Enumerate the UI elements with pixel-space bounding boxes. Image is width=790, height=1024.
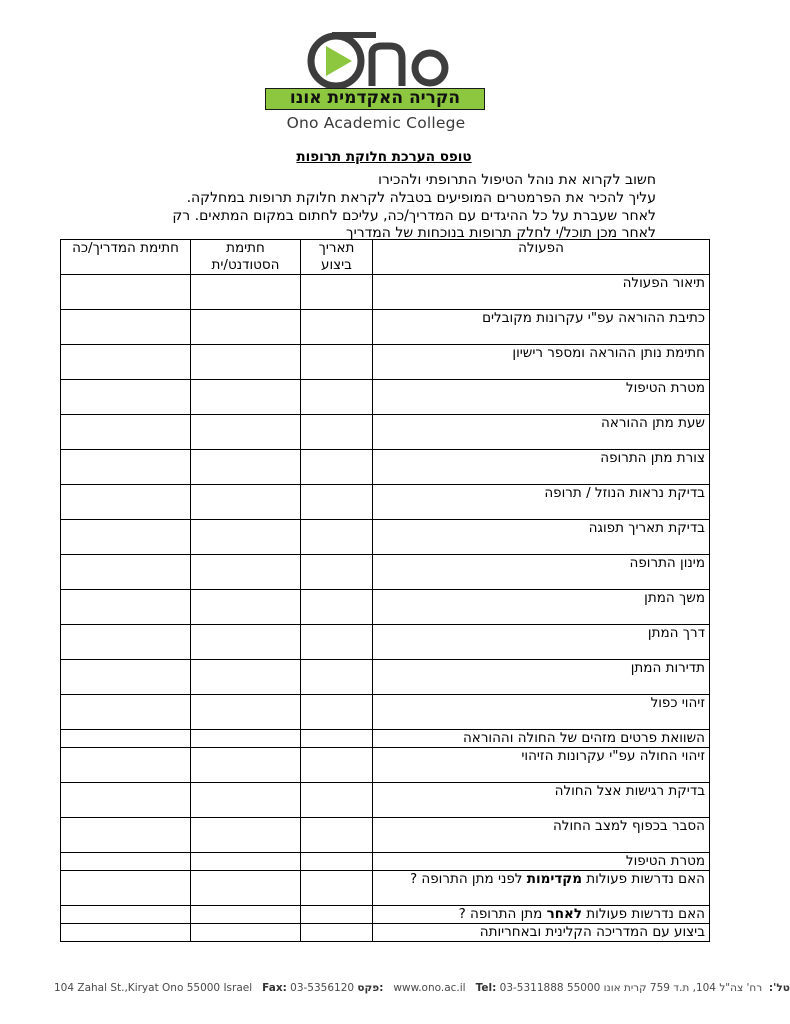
student-signature-cell[interactable] xyxy=(191,748,301,783)
row-action-label: השוואת פרטים מזהים של החולה וההוראה xyxy=(373,730,710,748)
table-row xyxy=(61,485,710,520)
date-cell[interactable] xyxy=(301,450,373,485)
header-instructor-signature: חתימת המדריך/כה xyxy=(61,240,191,275)
date-cell[interactable] xyxy=(301,415,373,450)
instructor-signature-cell[interactable] xyxy=(61,748,191,783)
row-action-label: כתיבת ההוראה עפ"י עקרונות מקובלים xyxy=(373,310,710,345)
college-logo xyxy=(258,24,494,136)
date-cell[interactable] xyxy=(301,871,373,906)
date-cell[interactable] xyxy=(301,380,373,415)
table-row xyxy=(61,625,710,660)
instructor-signature-cell[interactable] xyxy=(61,415,191,450)
student-signature-cell[interactable] xyxy=(191,695,301,730)
row-action-label: הסבר בכפוף למצב החולה xyxy=(373,818,710,853)
row-action-label: חתימת נותן ההוראה ומספר רישיון xyxy=(373,345,710,380)
row-action-label-pre: האם נדרשות פעולות מקדימות לפני מתן התרופה ? xyxy=(373,871,710,906)
intro-line-2: עליך להכיר את הפרמטרים המופיעים בטבלה לקראת חלוקת תרופות במחלקה. xyxy=(186,190,656,206)
logo-hebrew-name: הקריה האקדמית אונו xyxy=(265,88,485,110)
instructor-signature-cell[interactable] xyxy=(61,590,191,625)
header-date: תאריך ביצוע xyxy=(301,240,373,275)
table-row xyxy=(61,450,710,485)
table-row xyxy=(61,853,710,871)
date-cell[interactable] xyxy=(301,783,373,818)
header-student-signature: חתימת הסטודנט/ית xyxy=(191,240,301,275)
evaluation-table xyxy=(60,239,710,942)
date-cell[interactable] xyxy=(301,748,373,783)
student-signature-cell[interactable] xyxy=(191,871,301,906)
page-footer xyxy=(54,982,790,994)
instructor-signature-cell[interactable] xyxy=(61,853,191,871)
student-signature-cell[interactable] xyxy=(191,853,301,871)
table-row xyxy=(61,695,710,730)
date-cell[interactable] xyxy=(301,625,373,660)
student-signature-cell[interactable] xyxy=(191,345,301,380)
table-row xyxy=(61,590,710,625)
date-cell[interactable] xyxy=(301,345,373,380)
table-row xyxy=(61,275,710,310)
footer-tel-label: Tel: xyxy=(475,982,497,994)
student-signature-cell[interactable] xyxy=(191,450,301,485)
table-header-row xyxy=(61,240,710,275)
row-action-label: משך המתן xyxy=(373,590,710,625)
student-signature-cell[interactable] xyxy=(191,380,301,415)
instructor-signature-cell[interactable] xyxy=(61,871,191,906)
date-cell[interactable] xyxy=(301,906,373,924)
row-action-label: זיהוי כפול xyxy=(373,695,710,730)
student-signature-cell[interactable] xyxy=(191,906,301,924)
date-cell[interactable] xyxy=(301,555,373,590)
row-action-label: בדיקת תאריך תפוגה xyxy=(373,520,710,555)
row-action-label: שעת מתן ההוראה xyxy=(373,415,710,450)
footer-fax: 03-5356120 xyxy=(290,982,355,994)
date-cell[interactable] xyxy=(301,818,373,853)
row-action-label: מטרת הטיפול xyxy=(373,853,710,871)
student-signature-cell[interactable] xyxy=(191,275,301,310)
intro-line-3: לאחר שעברת על כל ההיגדים עם המדריך/כה, עליכם לחתום במקום המתאים. רק xyxy=(172,208,656,224)
table-row xyxy=(61,818,710,853)
instructor-signature-cell[interactable] xyxy=(61,924,191,942)
table-row xyxy=(61,310,710,345)
instructor-signature-cell[interactable] xyxy=(61,380,191,415)
logo-english-name: Ono Academic College xyxy=(286,114,466,132)
row-action-label-post: האם נדרשות פעולות לאחר מתן התרופה ? xyxy=(373,906,710,924)
footer-tel-heb: טל': xyxy=(768,982,790,994)
row-action-label: תיאור הפעולה xyxy=(373,275,710,310)
table-row xyxy=(61,380,710,415)
instructor-signature-cell[interactable] xyxy=(61,345,191,380)
student-signature-cell[interactable] xyxy=(191,924,301,942)
date-cell[interactable] xyxy=(301,520,373,555)
date-cell[interactable] xyxy=(301,485,373,520)
instructor-signature-cell[interactable] xyxy=(61,783,191,818)
table-row xyxy=(61,555,710,590)
footer-hebrew-address: רח' צה"ל 104, ת.ד 759 קרית אונו 55000 xyxy=(566,982,763,994)
header-action: הפעולה xyxy=(373,240,710,275)
student-signature-cell[interactable] xyxy=(191,520,301,555)
footer-website[interactable]: www.ono.ac.il xyxy=(393,982,466,994)
date-cell[interactable] xyxy=(301,310,373,345)
row-action-label: תדירות המתן xyxy=(373,660,710,695)
intro-line-4: לאחר מכן תוכל/י לחלק תרופות בנוכחות של המדריך xyxy=(346,225,656,241)
date-cell[interactable] xyxy=(301,590,373,625)
instructor-signature-cell[interactable] xyxy=(61,906,191,924)
intro-line-1: חשוב לקרוא את נוהל הטיפול התרופתי ולהכירו xyxy=(378,172,656,188)
instructor-signature-cell[interactable] xyxy=(61,625,191,660)
date-cell[interactable] xyxy=(301,695,373,730)
student-signature-cell[interactable] xyxy=(191,310,301,345)
table-row xyxy=(61,520,710,555)
footer-address: 104 Zahal St.,Kiryat Ono 55000 Israel xyxy=(54,982,253,994)
date-cell[interactable] xyxy=(301,660,373,695)
table-row xyxy=(61,415,710,450)
student-signature-cell[interactable] xyxy=(191,818,301,853)
form-title: טופס הערכת חלוקת תרופות xyxy=(296,149,472,165)
row-action-label: צורת מתן התרופה xyxy=(373,450,710,485)
student-signature-cell[interactable] xyxy=(191,730,301,748)
row-action-label: דרך המתן xyxy=(373,625,710,660)
instructor-signature-cell[interactable] xyxy=(61,450,191,485)
student-signature-cell[interactable] xyxy=(191,415,301,450)
row-action-label: זיהוי החולה עפ"י עקרונות הזיהוי xyxy=(373,748,710,783)
row-action-label: ביצוע עם המדריכה הקלינית ובאחריותה xyxy=(373,924,710,942)
table-row xyxy=(61,783,710,818)
date-cell[interactable] xyxy=(301,853,373,871)
instructor-signature-cell[interactable] xyxy=(61,818,191,853)
table-row xyxy=(61,748,710,783)
student-signature-cell[interactable] xyxy=(191,783,301,818)
instructor-signature-cell[interactable] xyxy=(61,520,191,555)
student-signature-cell[interactable] xyxy=(191,555,301,590)
table-row xyxy=(61,924,710,942)
date-cell[interactable] xyxy=(301,730,373,748)
student-signature-cell[interactable] xyxy=(191,625,301,660)
date-cell[interactable] xyxy=(301,275,373,310)
instructor-signature-cell[interactable] xyxy=(61,730,191,748)
table-row xyxy=(61,906,710,924)
row-action-label: מטרת הטיפול xyxy=(373,380,710,415)
instructor-signature-cell[interactable] xyxy=(61,310,191,345)
student-signature-cell[interactable] xyxy=(191,485,301,520)
row-action-label: בדיקת רגישות אצל החולה xyxy=(373,783,710,818)
table-row xyxy=(61,660,710,695)
student-signature-cell[interactable] xyxy=(191,660,301,695)
table-row xyxy=(61,345,710,380)
ono-logo-mark-icon xyxy=(302,32,452,94)
row-action-label: מינון התרופה xyxy=(373,555,710,590)
table-row xyxy=(61,730,710,748)
footer-fax-label: Fax: xyxy=(262,982,287,994)
instructor-signature-cell[interactable] xyxy=(61,555,191,590)
footer-fax-heb: פקס: xyxy=(357,982,384,994)
row-action-label: בדיקת נראות הנוזל / תרופה xyxy=(373,485,710,520)
student-signature-cell[interactable] xyxy=(191,590,301,625)
date-cell[interactable] xyxy=(301,924,373,942)
instructor-signature-cell[interactable] xyxy=(61,485,191,520)
instructor-signature-cell[interactable] xyxy=(61,275,191,310)
instructor-signature-cell[interactable] xyxy=(61,660,191,695)
footer-tel: 03-5311888 xyxy=(499,982,564,994)
instructor-signature-cell[interactable] xyxy=(61,695,191,730)
table-row xyxy=(61,871,710,906)
